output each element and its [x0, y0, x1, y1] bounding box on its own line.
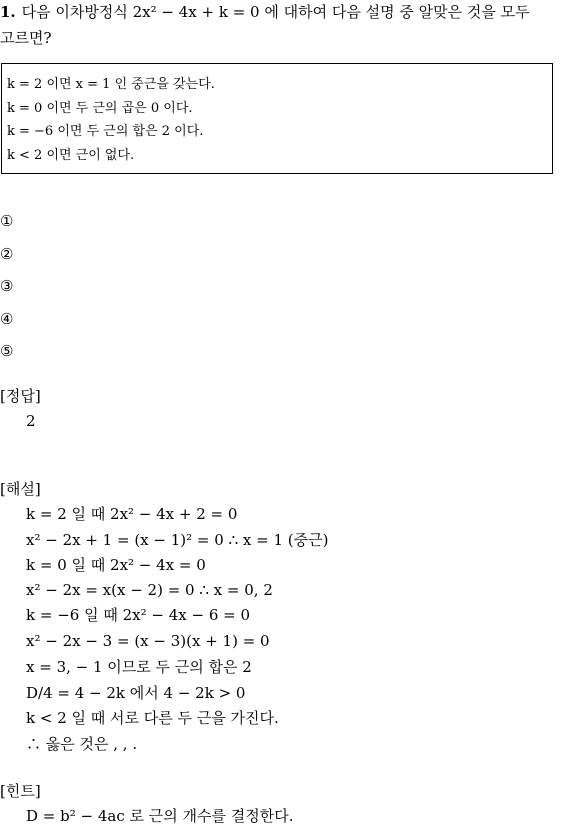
choice-5[interactable]: ⑤ — [0, 342, 14, 360]
answer-label: [정답] — [0, 387, 41, 405]
explanation-line-8: D/4 = 4 − 2k 에서 4 − 2k > 0 — [26, 684, 246, 702]
statement-4: k < 2 이면 근이 없다. — [7, 148, 135, 163]
hint-text: D = b² − 4ac 로 근의 개수를 결정한다. — [26, 807, 294, 825]
statements-box — [1, 63, 553, 174]
statement-1: k = 2 이면 x = 1 인 중근을 갖는다. — [7, 77, 215, 92]
answer-value: 2 — [26, 412, 36, 430]
question-number: 1. — [0, 3, 16, 21]
explanation-label: [해설] — [0, 480, 41, 498]
explanation-line-5: k = −6 일 때 2x² − 4x − 6 = 0 — [26, 606, 251, 624]
explanation-line-6: x² − 2x − 3 = (x − 3)(x + 1) = 0 — [26, 632, 270, 650]
question-text-1: 다음 이차방정식 2x² − 4x + k = 0 에 대하여 다음 설명 중 알맞은 것을 모두 — [21, 3, 530, 21]
explanation-line-2: x² − 2x + 1 = (x − 1)² = 0 ∴ x = 1 (중근) — [26, 531, 329, 549]
explanation-line-1: k = 2 일 때 2x² − 4x + 2 = 0 — [26, 505, 238, 523]
choice-3[interactable]: ③ — [0, 277, 14, 295]
choice-2[interactable]: ② — [0, 245, 14, 263]
choice-4[interactable]: ④ — [0, 310, 14, 328]
question-line-1 — [0, 2, 530, 22]
hint-label: [힌트] — [0, 782, 41, 800]
statement-3: k = −6 이면 두 근의 합은 2 이다. — [7, 124, 204, 139]
explanation-line-7: x = 3, − 1 이므로 두 근의 합은 2 — [26, 658, 252, 676]
explanation-line-10: ∴ 옳은 것은 , , . — [26, 735, 138, 753]
explanation-line-9: k < 2 일 때 서로 다른 두 근을 가진다. — [26, 709, 279, 727]
choice-1[interactable]: ① — [0, 212, 14, 230]
statement-2: k = 0 이면 두 근의 곱은 0 이다. — [7, 101, 193, 116]
explanation-line-3: k = 0 일 때 2x² − 4x = 0 — [26, 556, 206, 574]
question-line-2: 고르면? — [0, 29, 52, 47]
explanation-line-4: x² − 2x = x(x − 2) = 0 ∴ x = 0, 2 — [26, 581, 273, 599]
